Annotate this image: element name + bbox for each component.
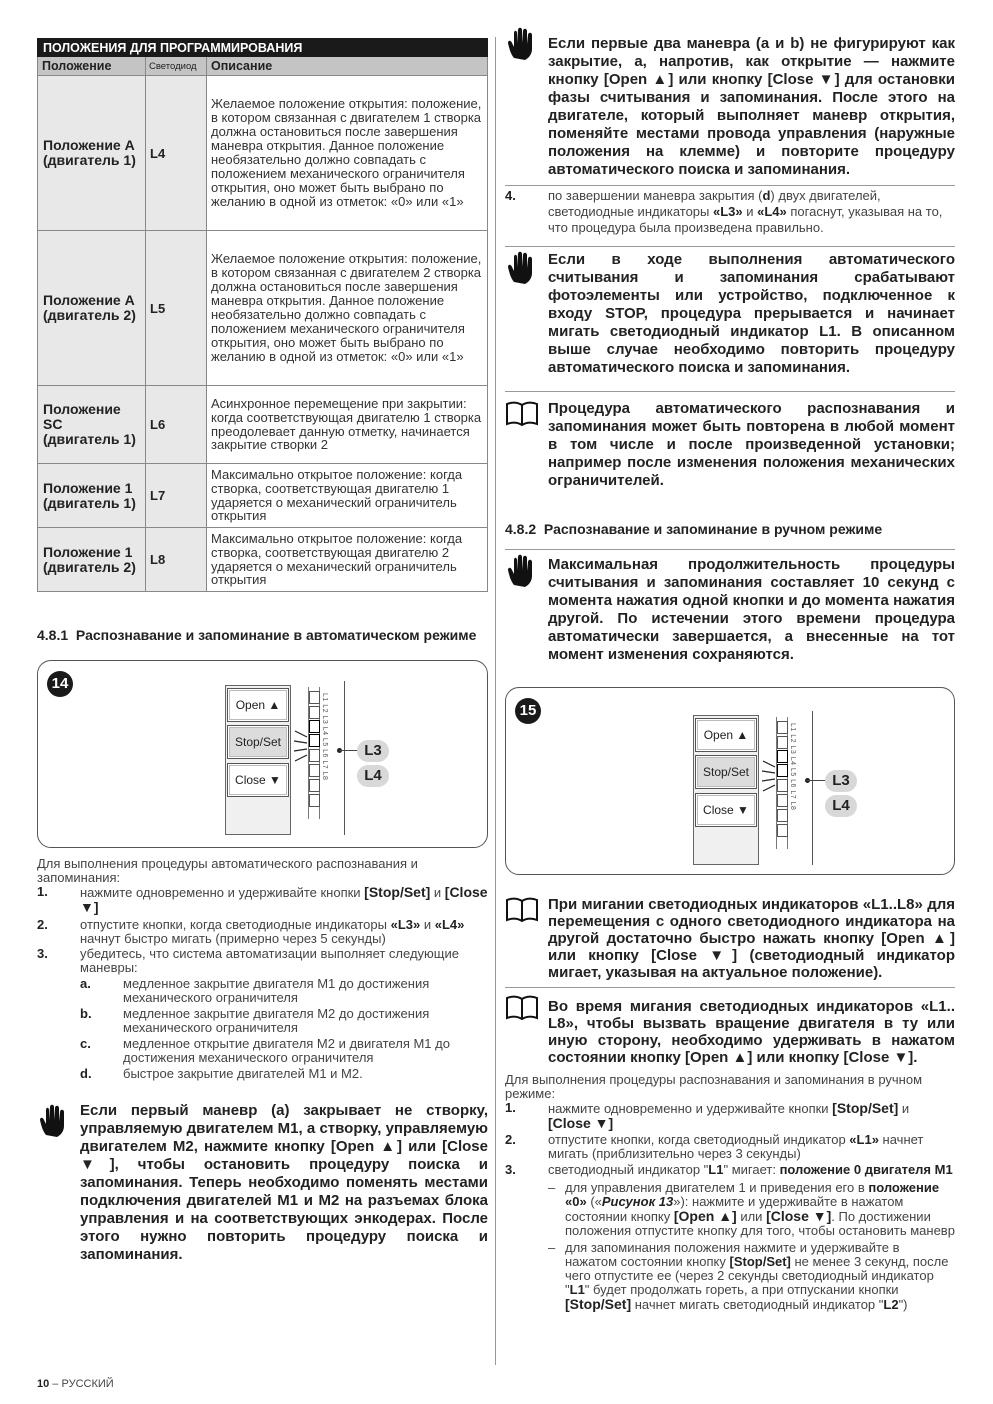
indicator-l4: L4	[825, 795, 857, 817]
note-right-2	[505, 246, 955, 377]
note-left	[37, 1100, 488, 1264]
open-button[interactable]: Open ▲	[695, 718, 757, 752]
note-text: Процедура автоматического распознавания и запоминания может быть повторена в любой момент в том числе и после произведенной установки; например после изменения положения механических ограничителей.	[548, 400, 955, 489]
sub-step: a. медленное закрытие двигателя М1 до достижения механического ограничителя	[80, 976, 430, 1005]
indicator-l3: L3	[825, 770, 857, 792]
step-4	[505, 185, 955, 236]
hand-stop-icon	[37, 1104, 71, 1138]
note-text: Если первые два маневра (a и b) не фигурируют как закрытие, а, напротив, как открытие — нажмите кнопку [Open ▲] или кнопку [Close ▼] для остановки фазы считывания и запоминания. После этого на двигателе, который выполняет маневр открытия, поменяйте местами провода управления (наружные положения на клемме) и повторите процедуру автоматического поиска и запоминания.	[548, 35, 955, 178]
table-row	[38, 231, 488, 386]
table-row	[38, 386, 488, 464]
led-labels: L1 L2 L3 L4 L5 L6 L7 L8	[789, 723, 796, 811]
note-right-5	[505, 890, 955, 981]
table-row	[38, 464, 488, 528]
dash-item: – для запоминания положения нажмите и удерживайте в нажатом состоянии кнопку [Stop/Set] не менее 3 секунд, после чего отпустите ее (через 2 секунды светодиодный индикатор "L1" будет продолжать гореть, а при отпускании кнопки [Stop/Set] начнет мигать светодиодный индикатор "L2")	[548, 1240, 949, 1312]
row-position: Положение A (двигатель 2)	[38, 231, 146, 386]
stop-set-button[interactable]: Stop/Set	[695, 755, 757, 789]
hand-stop-icon	[505, 251, 539, 285]
led-strip	[776, 717, 788, 849]
book-icon	[505, 396, 539, 430]
row-position: Положение 1 (двигатель 1)	[38, 464, 146, 528]
section-number: 4.8.2	[505, 521, 537, 537]
open-button[interactable]: Open ▲	[227, 688, 289, 722]
note-text: Во время мигания светодиодных индикаторов «L1.. L8», чтобы вызвать вращение двигателя в ту или иную сторону, необходимо удерживать в нажатом состоянии кнопку [Open ▲] или кнопку [Close ▼].	[548, 998, 955, 1066]
right-column	[505, 35, 955, 1312]
row-description: Максимально открытое положение: когда створка, соответствующая двигателю 1 ударяется о механический ограничитель открытия	[207, 464, 488, 528]
col-header-position: Положение	[38, 57, 146, 76]
book-icon	[505, 892, 539, 926]
footer-language: – РУССКИЙ	[49, 1378, 114, 1390]
steps-list	[505, 1101, 955, 1177]
row-position: Положение 1 (двигатель 2)	[38, 528, 146, 592]
note-right-6	[505, 987, 955, 1066]
row-led: L4	[146, 76, 207, 231]
indicator-l3: L3	[357, 740, 389, 762]
row-description: Желаемое положение открытия: положение, в котором связанная с двигателем 2 створка должна остановиться после завершения маневра открытия. Данное положение необязательно должно совпадать с положением механического ограничителя открытия, оно может быть выбрано по желанию в одной из отметок: «0» или «1»	[207, 231, 488, 386]
panel-edge	[344, 681, 345, 835]
page-number: 10	[37, 1378, 50, 1390]
sub-step: d. быстрое закрытие двигателей М1 и М2.	[80, 1066, 363, 1081]
note-text: При мигании светодиодных индикаторов «L1..L8» для перемещения с одного светодиодного индикатора на другой достаточно быстро нажать кнопку [Open ▲] или кнопку [Close ▼] (светодиодный индикатор мигает, указывая на актуальное положение).	[548, 896, 955, 981]
step: 3. убедитесь, что система автоматизации выполняет следующие маневры:	[37, 946, 459, 975]
row-led: L6	[146, 386, 207, 464]
left-column	[37, 38, 488, 1263]
row-description: Желаемое положение открытия: положение, в котором связанная с двигателем 1 створка должна остановиться после завершения маневра открытия. Данное положение необязательно должно совпадать с положением механического ограничителя открытия, оно может быть выбрано по желанию в одной из отметок: «0» или «1»	[207, 76, 488, 231]
section-title: Распознавание и запоминание в автоматическом режиме	[75, 627, 477, 643]
col-header-led: Светодиод	[146, 57, 207, 76]
blink-rays-icon	[293, 727, 309, 767]
note-right-1	[505, 35, 955, 179]
sub-steps	[80, 977, 488, 1081]
close-button[interactable]: Close ▼	[695, 793, 757, 827]
table-caption: ПОЛОЖЕНИЯ ДЛЯ ПРОГРАММИРОВАНИЯ	[38, 39, 488, 57]
col-header-description: Описание	[207, 57, 488, 76]
intro-text: Для выполнения процедуры распознавания и запоминания в ручном режиме:	[505, 1072, 923, 1101]
note-text: Если в ходе выполнения автоматического считывания и запоминания срабатывают фотоэлементы или устройство, подключенное к входу STOP, процедура прерывается и начинает мигать светодиодный индикатор L1. В описанном выше случае необходимо повторить процедуру автоматического поиска и запоминания.	[548, 251, 955, 376]
step: 2. отпустите кнопки, когда светодиодный индикатор «L1» начнет мигать (приблизительно через 3 секунды)	[505, 1132, 924, 1161]
dash-item: – для управления двигателем 1 и приведения его в положение «0» («Рисунок 13»): нажмите и удерживайте в нажатом состоянии кнопку [Open ▲] или [Close ▼]. По достижении положения отпустите кнопку для того, чтобы остановить маневр	[548, 1180, 955, 1238]
close-button[interactable]: Close ▼	[227, 763, 289, 797]
panel-edge	[812, 711, 813, 865]
row-description: Максимально открытое положение: когда створка, соответствующая двигателю 2 ударяется о механический ограничитель открытия	[207, 528, 488, 592]
sub-step: b. медленное закрытие двигателя М2 до достижения механического ограничителя	[80, 1006, 430, 1035]
row-led: L8	[146, 528, 207, 592]
section-number: 4.8.1	[37, 627, 69, 643]
row-position: Положение SC (двигатель 1)	[38, 386, 146, 464]
hand-stop-icon	[505, 27, 539, 61]
section-title: Распознавание и запоминание в ручном режиме	[543, 521, 883, 537]
book-icon	[505, 990, 539, 1024]
stop-set-button[interactable]: Stop/Set	[227, 725, 289, 759]
figure-number: 14	[47, 671, 73, 697]
row-led: L7	[146, 464, 207, 528]
note-right-3	[505, 391, 955, 490]
figure-number: 15	[515, 698, 541, 724]
hand-stop-icon	[505, 554, 539, 588]
note-text: Максимальная продолжительность процедуры считывания и запоминания составляет 10 секунд с момента нажатия одной кнопки и до момента нажатия другой. По истечении этого времени процедура автоматически завершается, а внесенные на тот момент изменения сохраняются.	[548, 556, 955, 663]
row-position: Положение A (двигатель 1)	[38, 76, 146, 231]
led-strip	[308, 687, 320, 819]
steps-list	[37, 885, 488, 975]
note-text: Если первый маневр (а) закрывает не створку, управляемую двигателем М1, а створку, управляемую двигателем М2, нажмите кнопку [Open ▲] или [Close ▼], чтобы остановить процедуру поиска и запоминания. Теперь необходимо поменять местами подключения двигателей М1 и М2 на разъемах блока управления и на соответствующих энкодерах. После этого нужно повторить процедуру поиска и запоминания.	[80, 1102, 488, 1263]
step: 3. светодиодный индикатор "L1" мигает: положение 0 двигателя М1	[505, 1162, 953, 1177]
note-right-4	[505, 549, 955, 664]
auto-procedure	[37, 857, 488, 1081]
step: 4. по завершении маневра закрытия (d) двух двигателей, светодиодные индикаторы «L3» и «L4» погаснут, указывая на то, что процедура была произведена правильно.	[505, 188, 943, 235]
control-panel	[227, 687, 345, 835]
row-led: L5	[146, 231, 207, 386]
positions-table	[37, 38, 488, 592]
step: 2. отпустите кнопки, когда светодиодные индикаторы «L3» и «L4» начнут быстро мигать (примерно через 5 секунды)	[37, 917, 465, 946]
control-panel	[695, 717, 813, 865]
page-footer	[37, 1378, 114, 1390]
intro-text: Для выполнения процедуры автоматического распознавания и запоминания:	[37, 856, 418, 885]
section-heading-4-8-1	[37, 627, 476, 644]
dash-list	[548, 1181, 955, 1312]
sub-step: c. медленное открытие двигателя М2 и двигателя М1 до достижения механического ограничителя	[80, 1036, 450, 1065]
row-description: Асинхронное перемещение при закрытии: когда соответствующая двигателю 1 створка преодолевает данную отметку, начинается закрытие створки 2	[207, 386, 488, 464]
step: 1. нажмите одновременно и удерживайте кнопки [Stop/Set] и [Close ▼]	[505, 1100, 910, 1131]
figure-15	[505, 687, 955, 875]
section-heading-4-8-2	[505, 521, 882, 538]
indicator-l4: L4	[357, 765, 389, 787]
blink-rays-icon	[761, 757, 777, 797]
led-labels: L1 L2 L3 L4 L5 L6 L7 L8	[321, 693, 328, 781]
step: 1. нажмите одновременно и удерживайте кнопки [Stop/Set] и [Close ▼]	[37, 884, 488, 915]
column-divider	[495, 37, 496, 1365]
figure-14	[37, 660, 488, 848]
table-row	[38, 528, 488, 592]
manual-procedure	[505, 1073, 955, 1312]
table-row	[38, 76, 488, 231]
